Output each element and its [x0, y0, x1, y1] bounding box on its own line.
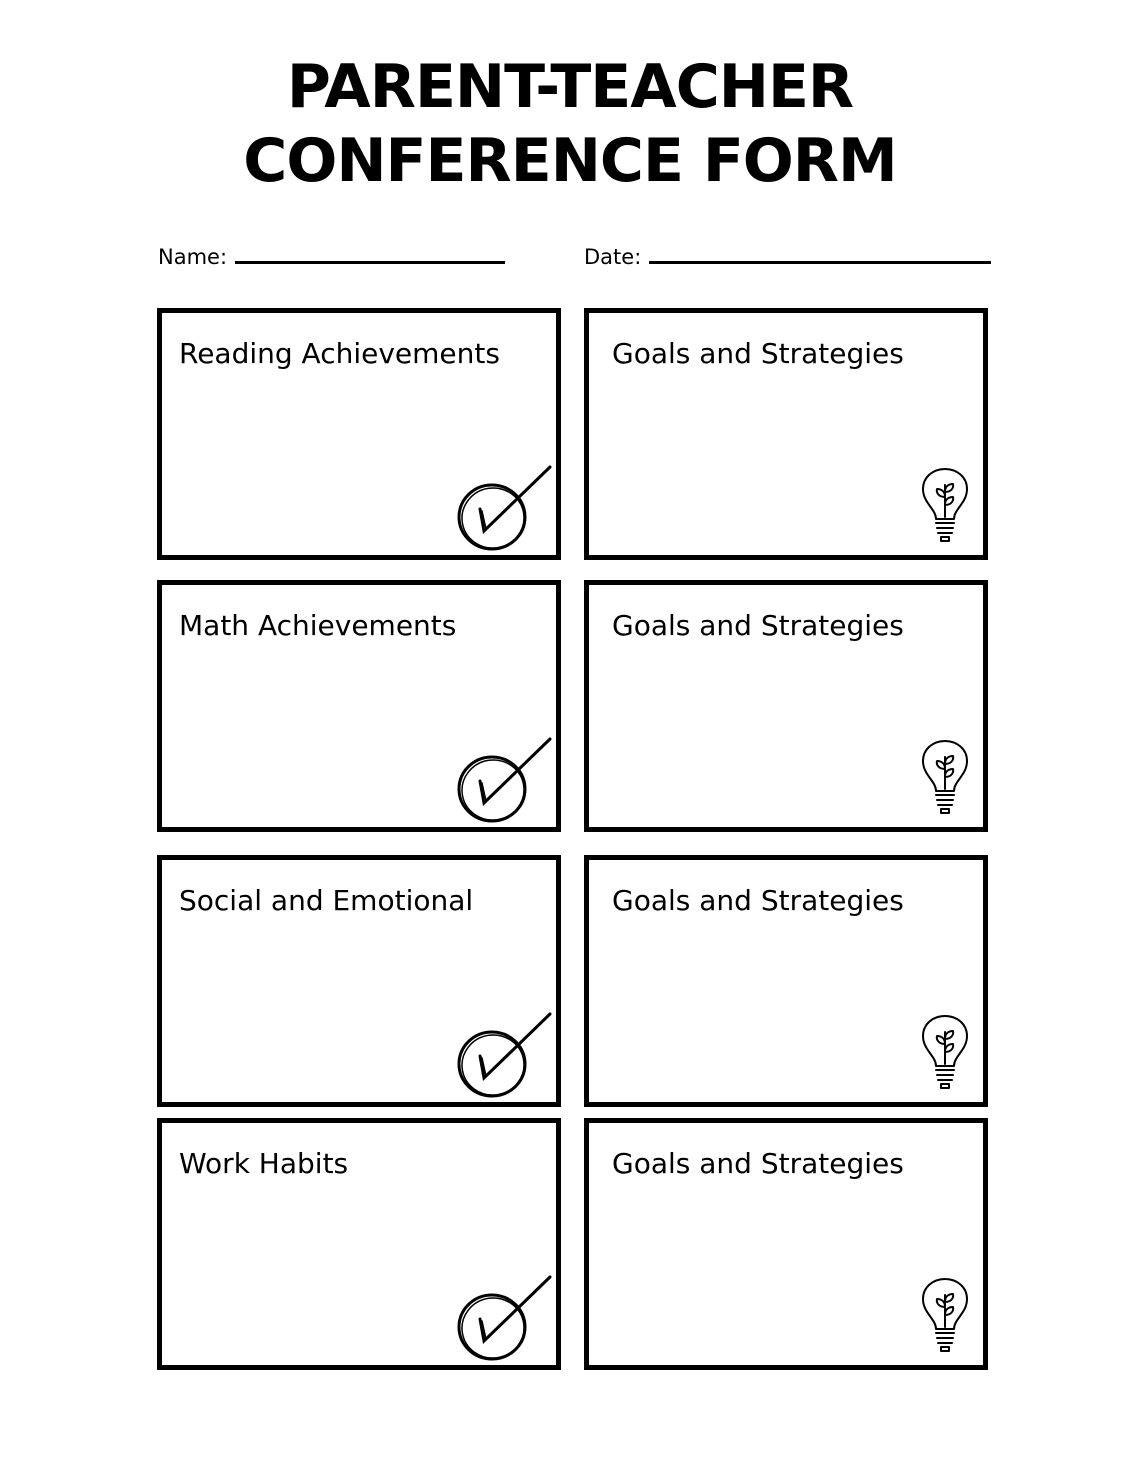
goals-strategies-box-2[interactable] — [584, 580, 988, 832]
work-habits-title: Work Habits — [179, 1147, 349, 1180]
name-label: Name: — [158, 245, 228, 269]
goals-strategies-title-3: Goals and Strategies — [612, 884, 904, 917]
goals-strategies-box-4[interactable] — [584, 1118, 988, 1370]
date-label: Date: — [584, 245, 642, 269]
reading-achievements-title: Reading Achievements — [179, 337, 500, 370]
goals-strategies-title-1: Goals and Strategies — [612, 337, 904, 370]
social-emotional-box[interactable] — [157, 855, 561, 1107]
page-title — [0, 50, 1140, 198]
date-input-line[interactable] — [649, 261, 991, 264]
lightbulb-plant-icon — [919, 739, 971, 817]
reading-achievements-box[interactable] — [157, 308, 561, 560]
page-title-line1: PARENT-TEACHER — [286, 52, 854, 122]
check-circle-icon — [454, 733, 558, 829]
work-habits-box[interactable] — [157, 1118, 561, 1370]
social-emotional-title: Social and Emotional — [179, 884, 474, 917]
goals-strategies-box-1[interactable] — [584, 308, 988, 560]
math-achievements-title: Math Achievements — [179, 609, 457, 642]
lightbulb-plant-icon — [919, 467, 971, 545]
name-field[interactable] — [158, 240, 505, 270]
check-circle-icon — [454, 461, 558, 557]
lightbulb-plant-icon — [919, 1014, 971, 1092]
math-achievements-box[interactable] — [157, 580, 561, 832]
date-field[interactable] — [584, 240, 991, 270]
page-title-line2: CONFERENCE FORM — [243, 126, 897, 196]
lightbulb-plant-icon — [919, 1277, 971, 1355]
name-input-line[interactable] — [235, 261, 505, 264]
goals-strategies-box-3[interactable] — [584, 855, 988, 1107]
goals-strategies-title-4: Goals and Strategies — [612, 1147, 904, 1180]
check-circle-icon — [454, 1271, 558, 1367]
check-circle-icon — [454, 1008, 558, 1104]
goals-strategies-title-2: Goals and Strategies — [612, 609, 904, 642]
